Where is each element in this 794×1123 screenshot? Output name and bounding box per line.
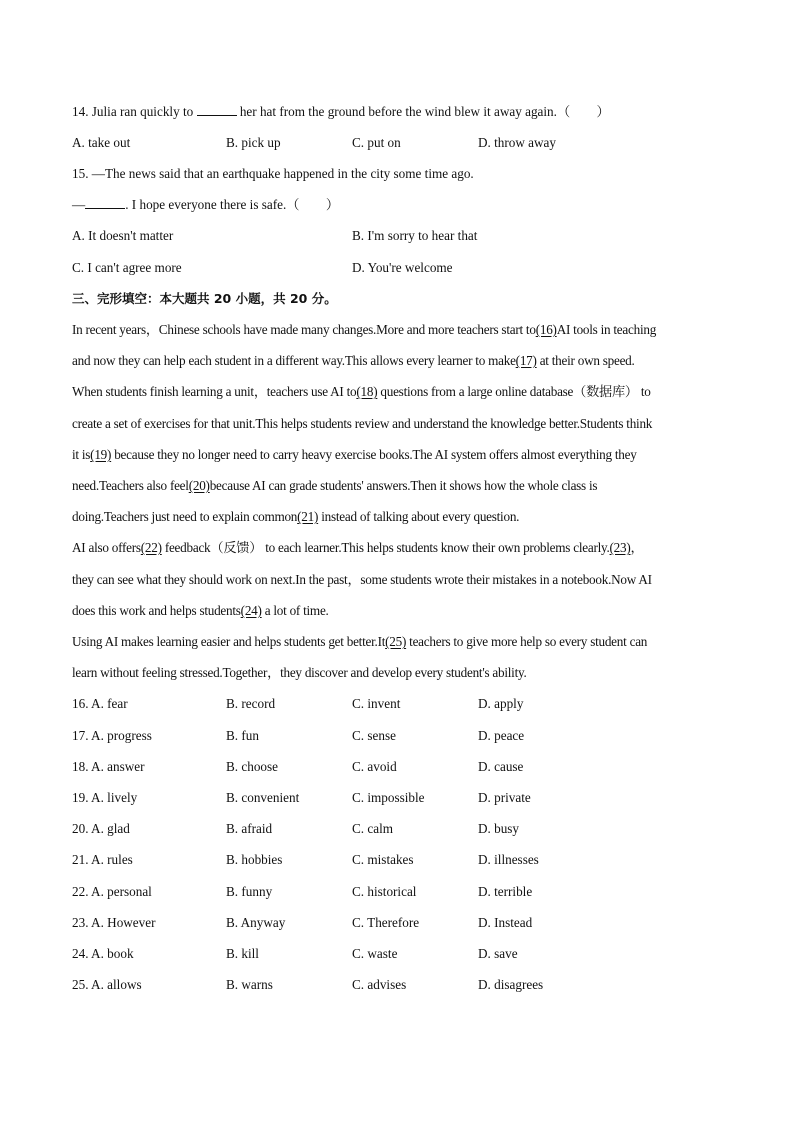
question-15-options-row2 — [72, 259, 732, 277]
question-14-options — [72, 134, 732, 152]
q15-reply-text: . I hope everyone there is safe.（ ） — [125, 197, 340, 212]
blank-25: (25) — [385, 634, 407, 649]
question-15-reply — [72, 196, 732, 214]
passage-line-11 — [72, 633, 732, 651]
choice-25-option-b: B. warns — [226, 977, 273, 992]
q14-option-a: A. take out — [72, 135, 131, 150]
q15-option-b: B. I'm sorry to hear that — [352, 228, 478, 243]
q14-answer-blank — [197, 103, 237, 116]
passage-text: questions from a large online database（数据库） to — [377, 384, 651, 399]
passage-text: When students finish learning a unit，teachers use AI to — [72, 384, 357, 399]
choice-row-18 — [72, 758, 732, 776]
q15-option-a: A. It doesn't matter — [72, 228, 174, 243]
passage-text: because AI can grade students' answers.Then it shows how the whole class is — [209, 478, 598, 493]
choice-row-24 — [72, 945, 732, 963]
question-15-options-row1 — [72, 227, 732, 245]
passage-line-3 — [72, 383, 732, 401]
passage-text: AI tools in teaching — [556, 322, 657, 337]
passage-text: need.Teachers also feel — [72, 478, 189, 493]
q15-dash: — — [72, 197, 86, 212]
choice-18-option-c: C. avoid — [352, 759, 397, 774]
passage-line-9: they can see what they should work on next.In the past，some students wrote their mistakes in a notebook.Now AI — [72, 572, 652, 587]
choice-19-option-d: D. private — [478, 790, 531, 805]
choice-17-option-c: C. sense — [352, 728, 396, 743]
choice-21-option-a: 21. A. rules — [72, 852, 133, 867]
choice-19-option-b: B. convenient — [226, 790, 300, 805]
choice-19-option-a: 19. A. lively — [72, 790, 138, 805]
passage-line-1 — [72, 321, 732, 339]
blank-24: (24) — [240, 603, 262, 618]
choice-25-option-c: C. advises — [352, 977, 407, 992]
choice-23-option-b: B. Anyway — [226, 915, 286, 930]
passage-text: and now they can help each student in a different way.This allows every learner to make — [72, 353, 516, 368]
passage-text: because they no longer need to carry heavy exercise books.The AI system offers almost everything they — [111, 447, 637, 462]
choice-20-option-c: C. calm — [352, 821, 394, 836]
passage-line-2 — [72, 352, 732, 370]
choice-row-17 — [72, 727, 732, 745]
choice-18-option-d: D. cause — [478, 759, 524, 774]
passage-line-6 — [72, 477, 732, 495]
blank-22: (22) — [140, 540, 162, 555]
passage-line-5 — [72, 446, 732, 464]
choice-22-option-c: C. historical — [352, 884, 417, 899]
blank-19: (19) — [90, 447, 112, 462]
choice-19-option-c: C. impossible — [352, 790, 425, 805]
blank-21: (21) — [297, 509, 319, 524]
choice-16-option-c: C. invent — [352, 696, 401, 711]
passage-text: doing.Teachers just need to explain common — [72, 509, 298, 524]
question-15-stem: 15. —The news said that an earthquake happened in the city some time ago. — [72, 166, 474, 181]
passage-text: at their own speed. — [536, 353, 635, 368]
passage-text: does this work and helps students — [72, 603, 241, 618]
q15-option-c: C. I can't agree more — [72, 260, 182, 275]
choice-row-25 — [72, 976, 732, 994]
choice-17-option-b: B. fun — [226, 728, 259, 743]
choice-22-option-b: B. funny — [226, 884, 273, 899]
choice-20-option-d: D. busy — [478, 821, 520, 836]
choice-22-option-a: 22. A. personal — [72, 884, 152, 899]
choice-23-option-d: D. Instead — [478, 915, 533, 930]
passage-text: a lot of time. — [261, 603, 329, 618]
passage-text: feedback（反馈） to each learner.This helps students know their own problems clearly. — [161, 540, 610, 555]
q14-option-c: C. put on — [352, 135, 401, 150]
passage-text: Using AI makes learning easier and helps students get better.It — [72, 634, 386, 649]
blank-17: (17) — [515, 353, 537, 368]
passage-line-10 — [72, 602, 732, 620]
choice-16-option-d: D. apply — [478, 696, 524, 711]
choice-17-option-a: 17. A. progress — [72, 728, 152, 743]
choice-21-option-d: D. illnesses — [478, 852, 539, 867]
choice-21-option-b: B. hobbies — [226, 852, 283, 867]
blank-20: (20) — [188, 478, 210, 493]
q14-text-post: her hat from the ground before the wind blew it away again.（ ） — [236, 104, 610, 119]
blank-18: (18) — [356, 384, 378, 399]
passage-text: instead of talking about every question. — [318, 509, 520, 524]
choice-row-23 — [72, 914, 732, 932]
choice-21-option-c: C. mistakes — [352, 852, 414, 867]
choice-24-option-d: D. save — [478, 946, 518, 961]
choice-17-option-d: D. peace — [478, 728, 525, 743]
passage-line-8 — [72, 539, 732, 557]
choice-20-option-a: 20. A. glad — [72, 821, 130, 836]
section-title-cloze: 三、完形填空：本大题共 20 小题，共 20 分。 — [72, 291, 337, 306]
q14-option-d: D. throw away — [478, 135, 557, 150]
choice-20-option-b: B. afraid — [226, 821, 273, 836]
q14-text-pre: 14. Julia ran quickly to — [72, 104, 197, 119]
choice-row-21 — [72, 851, 732, 869]
passage-text: teachers to give more help so every student can — [406, 634, 648, 649]
choice-row-19 — [72, 789, 732, 807]
passage-text: AI also offers — [72, 540, 141, 555]
choice-16-option-a: 16. A. fear — [72, 696, 128, 711]
passage-line-12: learn without feeling stressed.Together，they discover and develop every student's ability. — [72, 665, 527, 680]
choice-row-20 — [72, 820, 732, 838]
q14-option-b: B. pick up — [226, 135, 281, 150]
choice-25-option-d: D. disagrees — [478, 977, 544, 992]
passage-line-4: create a set of exercises for that unit.This helps students review and understand the knowledge better.Students think — [72, 416, 653, 431]
q15-option-d: D. You're welcome — [352, 260, 453, 275]
question-14-stem — [72, 103, 732, 121]
passage-line-7 — [72, 508, 732, 526]
choice-24-option-b: B. kill — [226, 946, 259, 961]
choice-23-option-c: C. Therefore — [352, 915, 420, 930]
q15-answer-blank — [85, 196, 125, 209]
choice-row-16 — [72, 695, 732, 713]
choice-24-option-c: C. waste — [352, 946, 398, 961]
choice-18-option-b: B. choose — [226, 759, 279, 774]
choice-22-option-d: D. terrible — [478, 884, 533, 899]
choice-23-option-a: 23. A. However — [72, 915, 156, 930]
choice-18-option-a: 18. A. answer — [72, 759, 145, 774]
blank-16: (16) — [535, 322, 557, 337]
passage-text: In recent years，Chinese schools have made many changes.More and more teachers start to — [72, 322, 536, 337]
passage-text: ， — [630, 540, 644, 555]
choice-24-option-a: 24. A. book — [72, 946, 134, 961]
choice-row-22 — [72, 883, 732, 901]
blank-23: (23) — [609, 540, 631, 555]
passage-text: it is — [72, 447, 91, 462]
choice-25-option-a: 25. A. allows — [72, 977, 142, 992]
choice-16-option-b: B. record — [226, 696, 276, 711]
